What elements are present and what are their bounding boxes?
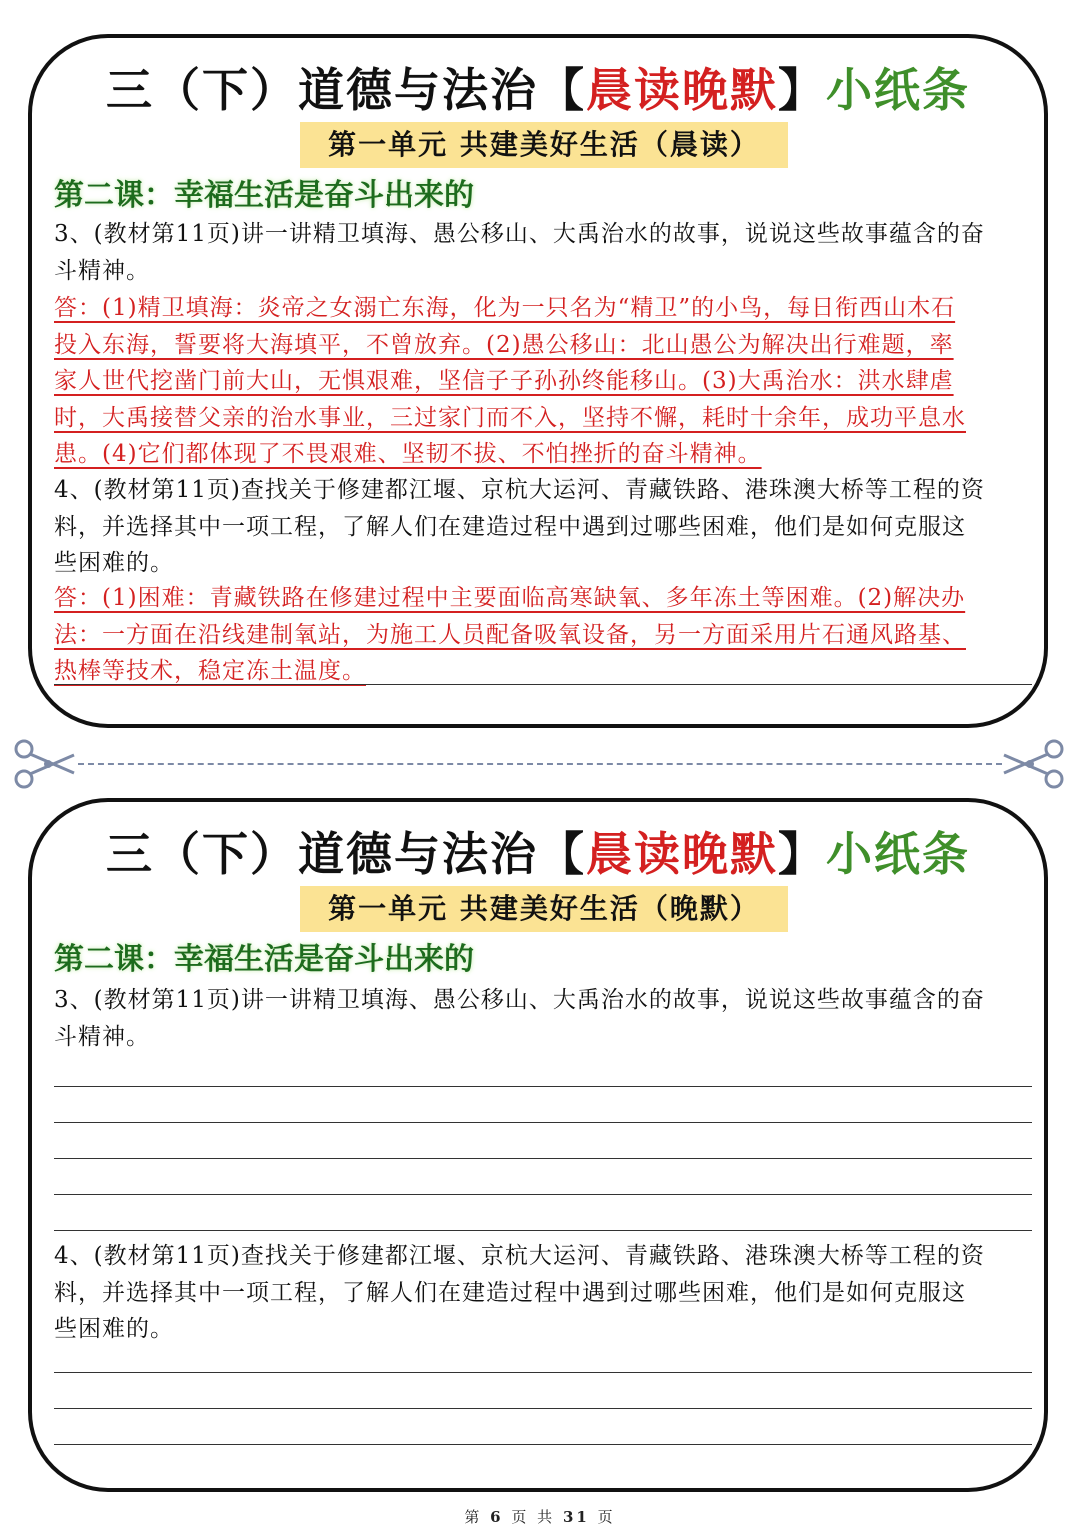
answer-line[interactable] bbox=[54, 1086, 1032, 1087]
unit-banner: 第一单元 共建美好生活（晚默） bbox=[300, 886, 788, 932]
lesson-heading: 第二课：幸福生活是奋斗出来的 bbox=[54, 942, 474, 977]
question-3: 3、(教材第11页)讲一讲精卫填海、愚公移山、大禹治水的故事，说说这些故事蕴含的奋 斗精神。 bbox=[54, 221, 985, 284]
question-4: 4、(教材第11页)查找关于修建都江堰、京杭大运河、青藏铁路、港珠澳大桥等工程的资 料，并选择其中一项工程，了解人们在建造过程中遇到过哪些困难，他们是如何克服这 些困难的。 bbox=[54, 1243, 985, 1342]
writing-line bbox=[54, 684, 1032, 685]
answer-line[interactable] bbox=[54, 1122, 1032, 1123]
question-3: 3、(教材第11页)讲一讲精卫填海、愚公移山、大禹治水的故事，说说这些故事蕴含的奋 斗精神。 bbox=[54, 987, 985, 1050]
question-4: 4、(教材第11页)查找关于修建都江堰、京杭大运河、青藏铁路、港珠澳大桥等工程的资 料，并选择其中一项工程，了解人们在建造过程中遇到过哪些困难，他们是如何克服这 些困难的。 bbox=[54, 477, 985, 576]
card-title: 三（下）道德与法治【晨读晚默】小纸条 bbox=[106, 63, 970, 117]
evening-dictation-card bbox=[28, 798, 1048, 1492]
morning-reading-card bbox=[28, 34, 1048, 728]
answer-line[interactable] bbox=[54, 1230, 1032, 1231]
cut-line bbox=[78, 763, 1002, 765]
answer-line[interactable] bbox=[54, 1158, 1032, 1159]
answer-line[interactable] bbox=[54, 1372, 1032, 1373]
unit-banner: 第一单元 共建美好生活（晨读） bbox=[300, 122, 788, 168]
answer-line[interactable] bbox=[54, 1444, 1032, 1445]
answer-4: 答：(1)困难：青藏铁路在修建过程中主要面临高寒缺氧、多年冻土等困难。(2)解决办 法：一方面在沿线建制氧站，为施工人员配备吸氧设备，另一方面采用片石通风路基、 热棒等技术，稳定冻土温度。 bbox=[54, 585, 966, 684]
answer-line[interactable] bbox=[54, 1194, 1032, 1195]
page-number: 第 6 页 共 31 页 bbox=[464, 1508, 616, 1526]
scissors-icon bbox=[12, 737, 78, 791]
scissors-icon bbox=[1000, 737, 1066, 791]
answer-3: 答：(1)精卫填海：炎帝之女溺亡东海，化为一只名为“精卫”的小鸟，每日衔西山木石 投入东海，誓要将大海填平，不曾放弃。(2)愚公移山：北山愚公为解决出行难题，率 家人世代挖凿门前大山，无惧艰难，坚信子子孙孙终能移山。(3)大禹治水：洪水肆虐 时，大禹接替父亲的治水事业，三过家门而不入，坚持不懈，耗时十余年，成功平息水 患。(4)它们都体现了不畏艰难、坚韧不拔、不怕挫折的奋斗精神。 bbox=[54, 295, 966, 467]
card-title: 三（下）道德与法治【晨读晚默】小纸条 bbox=[106, 827, 970, 881]
answer-line[interactable] bbox=[54, 1408, 1032, 1409]
lesson-heading: 第二课：幸福生活是奋斗出来的 bbox=[54, 178, 474, 213]
